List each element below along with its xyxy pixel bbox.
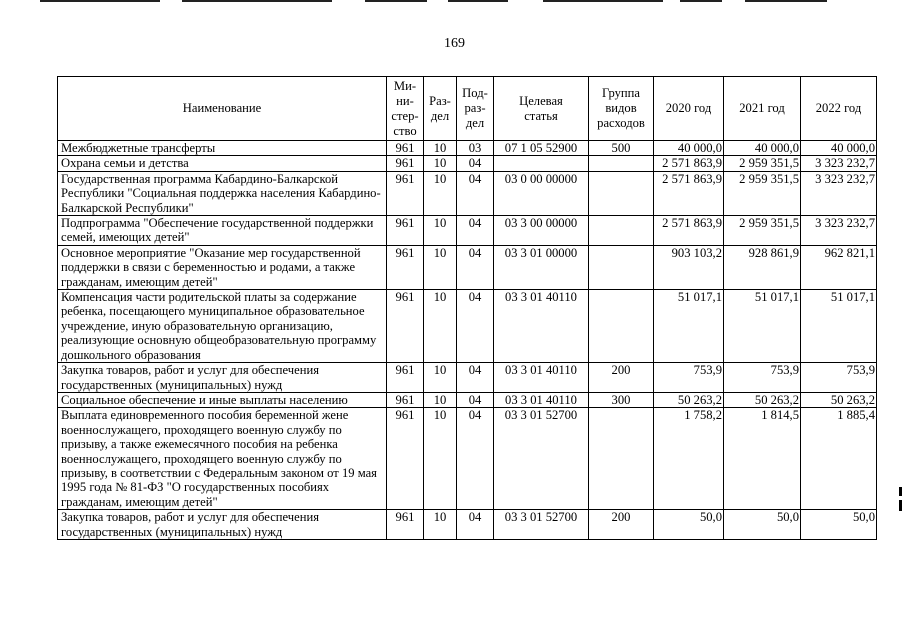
cell-ministry: 961 (387, 290, 424, 363)
cell-y2022: 51 017,1 (801, 290, 877, 363)
cell-y2022: 3 323 232,7 (801, 216, 877, 246)
cell-y2020: 753,9 (654, 363, 724, 393)
cell-y2020: 40 000,0 (654, 141, 724, 156)
header-2022: 2022 год (801, 77, 877, 141)
cell-subsection: 04 (457, 510, 494, 540)
cell-subsection: 04 (457, 171, 494, 215)
cell-target: 03 3 01 52700 (494, 510, 589, 540)
cell-ministry: 961 (387, 156, 424, 171)
cell-y2021: 928 861,9 (724, 245, 801, 289)
cell-group (589, 156, 654, 171)
budget-table (57, 76, 877, 540)
cell-subsection: 04 (457, 363, 494, 393)
cell-ministry: 961 (387, 408, 424, 510)
cell-target: 03 0 00 00000 (494, 171, 589, 215)
cell-y2021: 1 814,5 (724, 408, 801, 510)
cell-y2020: 2 571 863,9 (654, 171, 724, 215)
cell-target: 03 3 01 40110 (494, 392, 589, 407)
cell-group (589, 245, 654, 289)
cell-ministry: 961 (387, 392, 424, 407)
cell-ministry: 961 (387, 141, 424, 156)
header-target: Целевая статья (494, 77, 589, 141)
cell-ministry: 961 (387, 245, 424, 289)
cell-target: 07 1 05 52900 (494, 141, 589, 156)
cell-y2021: 50 263,2 (724, 392, 801, 407)
cell-section: 10 (424, 408, 457, 510)
cell-name: Основное мероприятие "Оказание мер государственной поддержки в связи с беременностью и родами, а также гражданам, имеющим детей" (58, 245, 387, 289)
cell-y2020: 51 017,1 (654, 290, 724, 363)
cell-target: 03 3 01 40110 (494, 363, 589, 393)
cell-group: 200 (589, 363, 654, 393)
cell-y2022: 1 885,4 (801, 408, 877, 510)
header-section: Раз- дел (424, 77, 457, 141)
cell-y2022: 50,0 (801, 510, 877, 540)
cell-section: 10 (424, 363, 457, 393)
table-row (58, 392, 877, 407)
cell-ministry: 961 (387, 216, 424, 246)
cell-subsection: 04 (457, 216, 494, 246)
cell-group: 500 (589, 141, 654, 156)
cell-name: Закупка товаров, работ и услуг для обеспечения государственных (муниципальных) нужд (58, 363, 387, 393)
cell-name: Выплата единовременного пособия беременной жене военнослужащего, проходящего военную службу по призыву, а также ежемесячного пособия на ребенка военнослужащего, проходящего военную службу по призыву, в соответствии с Федеральным законом от 19 мая 1995 года № 81-ФЗ "О государственных пособиях гражданам, имеющим детей" (58, 408, 387, 510)
cell-y2021: 51 017,1 (724, 290, 801, 363)
cell-section: 10 (424, 141, 457, 156)
cell-name: Социальное обеспечение и иные выплаты населению (58, 392, 387, 407)
table-row (58, 156, 877, 171)
cell-group (589, 290, 654, 363)
header-group: Группа видов расходов (589, 77, 654, 141)
cell-target: 03 3 00 00000 (494, 216, 589, 246)
cell-y2021: 2 959 351,5 (724, 216, 801, 246)
header-ministry: Ми- ни- стер- ство (387, 77, 424, 141)
cell-name: Компенсация части родительской платы за содержание ребенка, посещающего муниципальное образовательное учреждение, иную образовательную организацию, реализующие основную общеобразовательную программу дошкольного образования (58, 290, 387, 363)
header-2020: 2020 год (654, 77, 724, 141)
cell-target: 03 3 01 40110 (494, 290, 589, 363)
scan-mark (899, 487, 902, 496)
cell-ministry: 961 (387, 363, 424, 393)
cell-group: 200 (589, 510, 654, 540)
cell-ministry: 961 (387, 510, 424, 540)
header-name: Наименование (58, 77, 387, 141)
cell-subsection: 04 (457, 392, 494, 407)
cell-name: Подпрограмма "Обеспечение государственной поддержки семей, имеющих детей" (58, 216, 387, 246)
cell-group (589, 408, 654, 510)
cell-section: 10 (424, 171, 457, 215)
cell-subsection: 04 (457, 408, 494, 510)
table-row (58, 216, 877, 246)
cell-y2022: 50 263,2 (801, 392, 877, 407)
cell-y2022: 3 323 232,7 (801, 171, 877, 215)
cell-group (589, 216, 654, 246)
cell-section: 10 (424, 290, 457, 363)
top-edge-artifact (0, 0, 905, 3)
cell-y2020: 50,0 (654, 510, 724, 540)
cell-name: Межбюджетные трансферты (58, 141, 387, 156)
cell-y2021: 753,9 (724, 363, 801, 393)
cell-y2022: 753,9 (801, 363, 877, 393)
cell-ministry: 961 (387, 171, 424, 215)
cell-group: 300 (589, 392, 654, 407)
header-subsection: Под- раз- дел (457, 77, 494, 141)
header-row (58, 77, 877, 141)
cell-y2020: 903 103,2 (654, 245, 724, 289)
cell-name: Закупка товаров, работ и услуг для обеспечения государственных (муниципальных) нужд (58, 510, 387, 540)
cell-subsection: 04 (457, 245, 494, 289)
cell-y2020: 2 571 863,9 (654, 156, 724, 171)
table-row (58, 408, 877, 510)
table-row (58, 171, 877, 215)
table-row (58, 290, 877, 363)
header-2021: 2021 год (724, 77, 801, 141)
cell-y2021: 2 959 351,5 (724, 156, 801, 171)
cell-y2020: 1 758,2 (654, 408, 724, 510)
table-row (58, 245, 877, 289)
cell-target (494, 156, 589, 171)
scan-mark (899, 500, 902, 511)
cell-subsection: 04 (457, 156, 494, 171)
cell-section: 10 (424, 510, 457, 540)
table-row (58, 141, 877, 156)
cell-section: 10 (424, 216, 457, 246)
cell-section: 10 (424, 156, 457, 171)
cell-y2022: 3 323 232,7 (801, 156, 877, 171)
table-row (58, 510, 877, 540)
cell-section: 10 (424, 392, 457, 407)
cell-y2021: 40 000,0 (724, 141, 801, 156)
cell-target: 03 3 01 00000 (494, 245, 589, 289)
cell-y2021: 2 959 351,5 (724, 171, 801, 215)
cell-y2022: 962 821,1 (801, 245, 877, 289)
cell-subsection: 04 (457, 290, 494, 363)
cell-section: 10 (424, 245, 457, 289)
cell-y2022: 40 000,0 (801, 141, 877, 156)
cell-y2020: 50 263,2 (654, 392, 724, 407)
page-number: 169 (444, 36, 465, 51)
cell-y2020: 2 571 863,9 (654, 216, 724, 246)
cell-y2021: 50,0 (724, 510, 801, 540)
table-row (58, 363, 877, 393)
cell-target: 03 3 01 52700 (494, 408, 589, 510)
cell-group (589, 171, 654, 215)
cell-subsection: 03 (457, 141, 494, 156)
cell-name: Охрана семьи и детства (58, 156, 387, 171)
cell-name: Государственная программа Кабардино-Балкарской Республики "Социальная поддержка населения Кабардино-Балкарской Республики" (58, 171, 387, 215)
